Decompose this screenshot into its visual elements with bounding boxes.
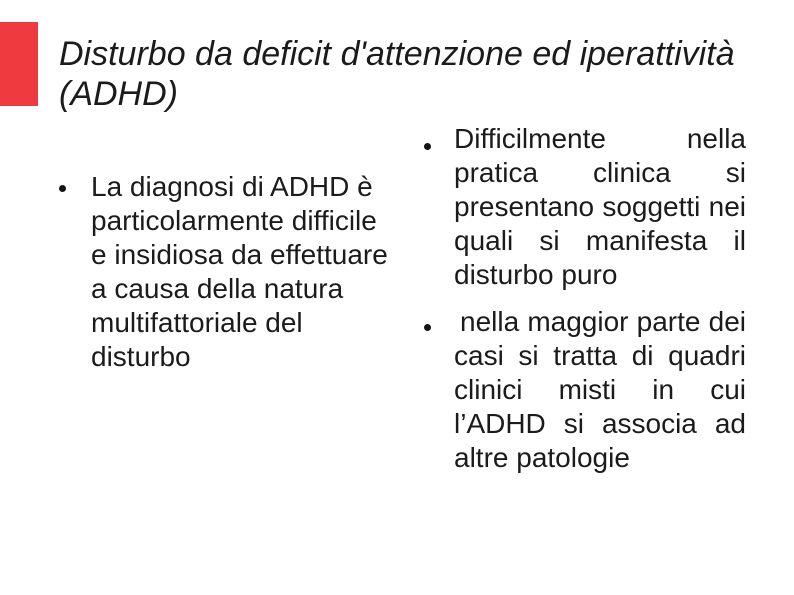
bullet-text-line: Difficilmente nella (454, 123, 746, 154)
bullet-icon (59, 185, 66, 192)
bullet-text-line: pratica clinica si (454, 157, 746, 188)
bullet-icon (424, 324, 431, 331)
bullet-text-line: altre patologie (454, 442, 630, 473)
bullet-text-line: quali si manifesta il (454, 225, 746, 256)
bullet-text-line: a causa della natura (91, 273, 344, 304)
accent-bar (0, 22, 38, 106)
bullet-text (454, 305, 746, 475)
bullet-text-line: particolarmente difficile (91, 205, 377, 236)
bullet-text-line: disturbo puro (454, 259, 618, 290)
slide-title: Disturbo da deficit d'attenzione ed iperattività (ADHD) (59, 35, 735, 113)
bullet-text-line: casi si tratta di quadri (454, 340, 746, 371)
bullet-text (91, 170, 401, 374)
bullet-text-line: disturbo (91, 341, 191, 372)
bullet-text-line: e insidiosa da effettuare (91, 239, 388, 270)
bullet-text-line: l’ADHD si associa ad (454, 408, 746, 439)
bullet-text-line: multifattoriale del (91, 307, 303, 338)
bullet-text-line: presentano soggetti nei (454, 191, 746, 222)
bullet-icon (424, 143, 431, 150)
bullet-text-line: nella maggior parte dei (460, 306, 746, 337)
bullet-text (454, 122, 746, 292)
bullet-text-line: clinici misti in cui (454, 374, 746, 405)
bullet-text-line: La diagnosi di ADHD è (91, 171, 373, 202)
